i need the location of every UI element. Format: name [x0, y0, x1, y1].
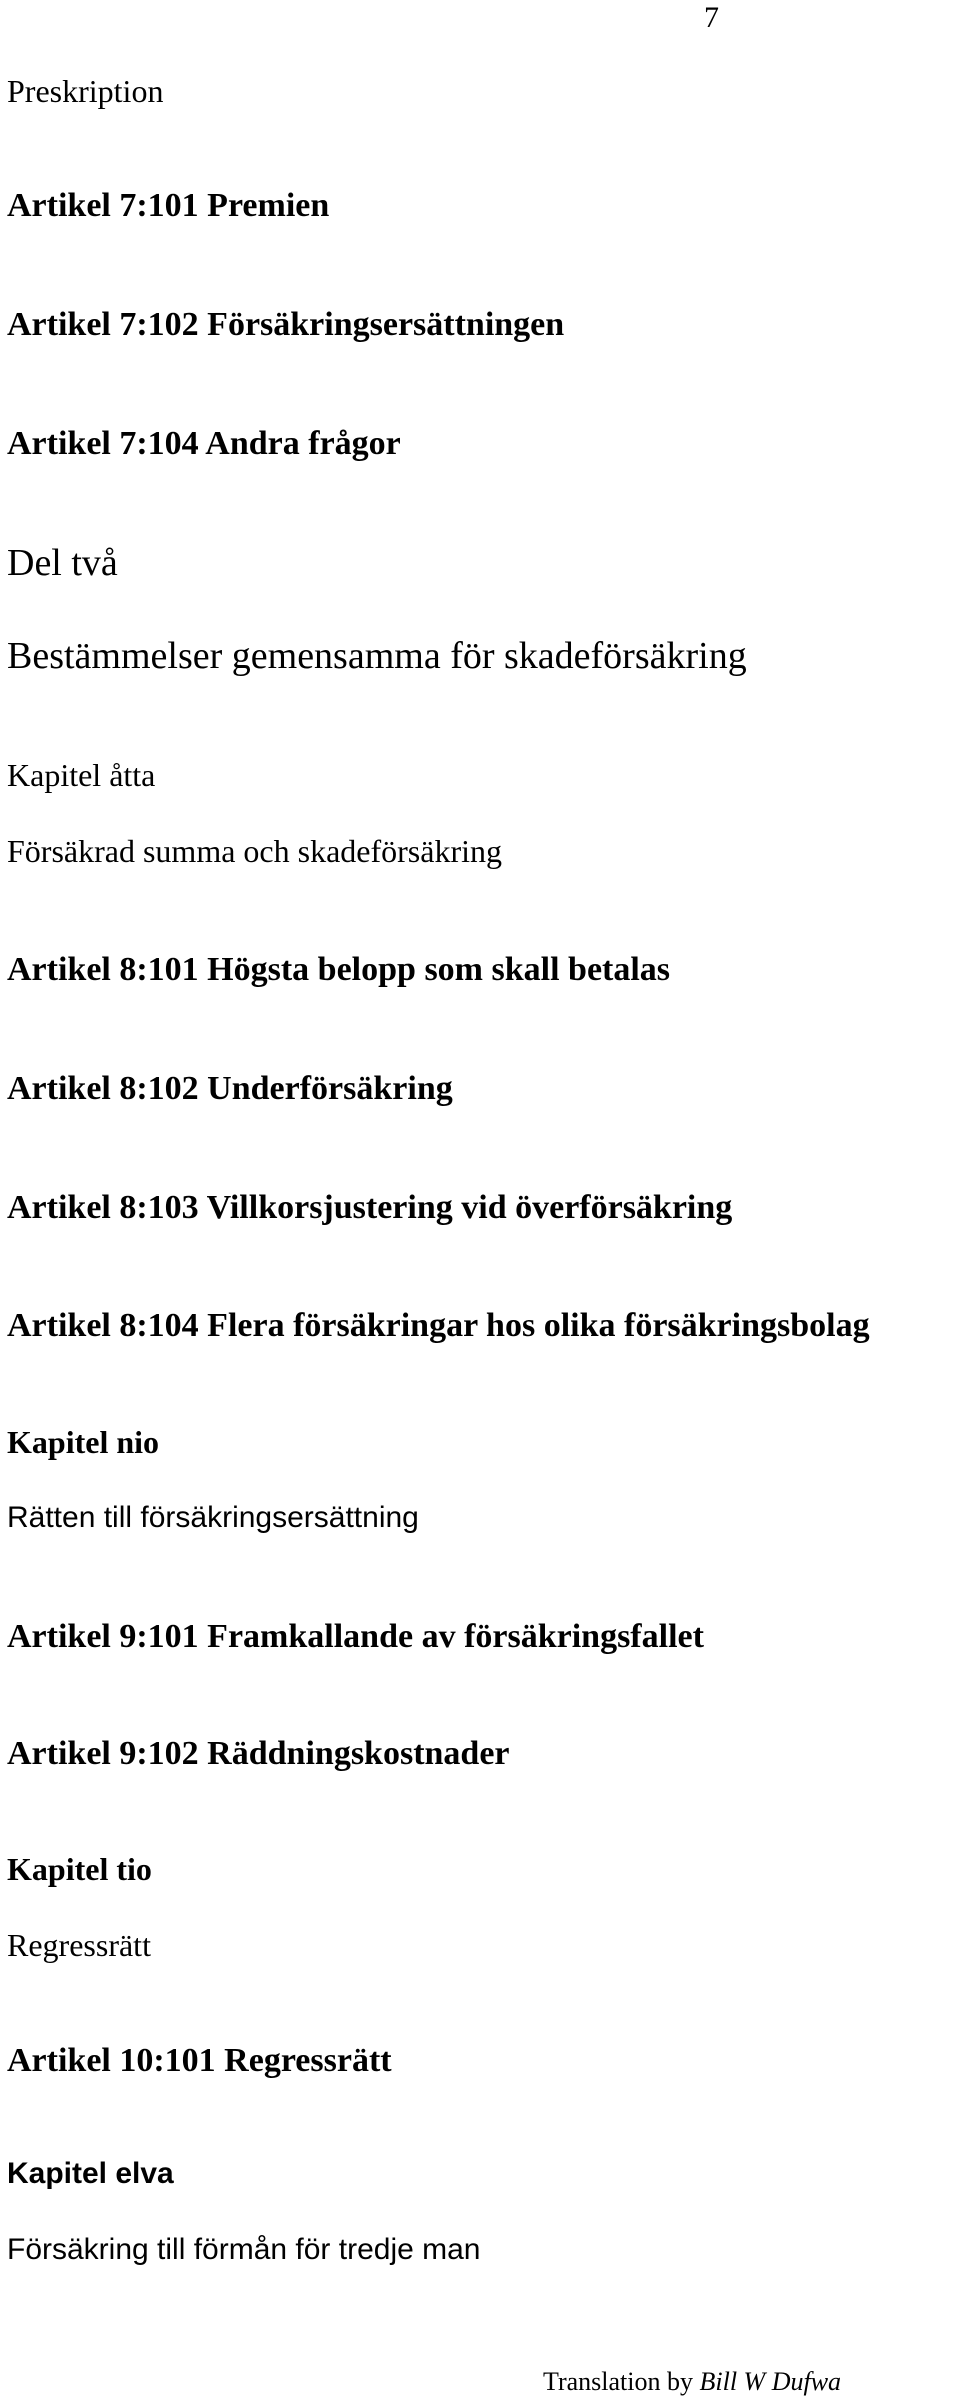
chapter-nine-heading: Kapitel nio [7, 1424, 160, 1460]
chapter-eight-title: Försäkrad summa och skadeförsäkring [7, 833, 502, 869]
translation-footer [543, 2367, 841, 2397]
article-7-104: Artikel 7:104 Andra frågor [7, 425, 401, 462]
article-8-103: Artikel 8:103 Villkorsjustering vid överförsäkring [7, 1189, 733, 1226]
translator-name: Bill W Dufwa [699, 2367, 842, 2396]
translation-prefix: Translation by [543, 2367, 700, 2396]
article-8-104: Artikel 8:104 Flera försäkringar hos olika försäkringsbolag [7, 1307, 870, 1344]
article-9-101: Artikel 9:101 Framkallande av försäkringsfallet [7, 1618, 704, 1655]
chapter-eleven-heading: Kapitel elva [7, 2157, 174, 2190]
chapter-nine-title: Rätten till försäkringsersättning [7, 1501, 419, 1534]
part-two-subheading: Bestämmelser gemensamma för skadeförsäkring [7, 635, 747, 677]
article-7-102: Artikel 7:102 Försäkringsersättningen [7, 306, 565, 343]
article-9-102: Artikel 9:102 Räddningskostnader [7, 1735, 510, 1772]
chapter-eleven-title: Försäkring till förmån för tredje man [7, 2233, 481, 2266]
page-number: 7 [704, 1, 719, 34]
chapter-eight-heading: Kapitel åtta [7, 757, 156, 793]
prescription-heading: Preskription [7, 73, 164, 109]
chapter-ten-heading: Kapitel tio [7, 1851, 152, 1887]
part-two-heading: Del två [7, 542, 118, 584]
article-8-101: Artikel 8:101 Högsta belopp som skall betalas [7, 951, 671, 988]
article-10-101: Artikel 10:101 Regressrätt [7, 2042, 392, 2079]
chapter-ten-title: Regressrätt [7, 1927, 151, 1963]
article-7-101: Artikel 7:101 Premien [7, 187, 330, 224]
article-8-102: Artikel 8:102 Underförsäkring [7, 1070, 453, 1107]
